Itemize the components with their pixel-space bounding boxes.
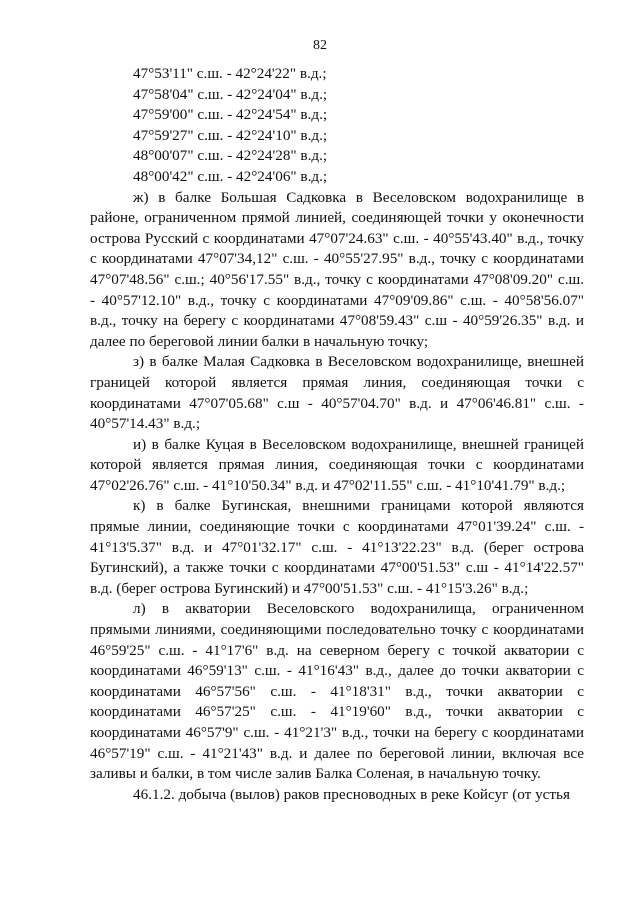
paragraph-k-buginskaya: к) в балке Бугинская, внешними границами которой являются прямые линии, соединяющие точки с координатами 47°01'39.24" с.ш. - 41°13'5.37" в.д. и 47°01'32.17" с.ш. - 41°13'22.23" в.д. (берег острова Бугинский), а также точки с координатами 47°00'51.53" с.ш - 41°14'22.57" в.д. (берег острова Бугинский) и 47°00'51.53" с.ш. - 41°15'3.26" в.д.; (90, 497, 584, 597)
paragraph-46-1-2: 46.1.2. добыча (вылов) раков пресноводных в реке Койсуг (от устья (133, 785, 570, 803)
paragraph-z-malaya-sadkovka: з) в балке Малая Садковка в Веселовском водохранилище, внешней границей которой является прямая линия, соединяющая точки с координатами 47°07'05.68" с.ш - 40°57'04.70" в.д. и 47°06'46.81" с.ш. - 40°57'14.43" в.д.; (90, 353, 584, 433)
coordinate-line: 47°53'11" с.ш. - 42°24'22" в.д.; (133, 65, 327, 82)
paragraph-i-kutsaya: и) в балке Куцая в Веселовском водохранилище, внешней границей которой является прямая линия, соединяющая точки с координатами 47°02'26.76" с.ш. - 41°10'50.34" в.д. и 47°02'11.55" с.ш. - 41°10'41.79" в.д.; (90, 435, 584, 494)
paragraph-l-vesyolovskoe-akvatoriya: л) в акватории Веселовского водохранилища, ограниченном прямыми линиями, соединяющими последовательно точку с координатами 46°59'25" с.ш. - 41°17'6" в.д. на северном берегу с точкой акватории с координатами 46°59'13" с.ш. - 41°16'43" в.д., далее до точки акватории с координатами 46°57'56" с.ш. - 41°18'31" в.д., точки акватории с координатами 46°57'25" с.ш. - 41°19'60" в.д., точки акватории с координатами 46°57'9" с.ш. - 41°21'3" в.д., точки на берегу с координатами 46°57'19" с.ш. - 41°21'43" в.д. и далее по береговой линии, включая все заливы и балки, в том числе залив Балка Соленая, в начальную точку. (90, 600, 584, 783)
coordinate-line: 48°00'07" с.ш. - 42°24'28" в.д.; (133, 147, 328, 165)
coordinate-line: 47°59'00" с.ш. - 42°24'54" в.д.; (133, 106, 328, 124)
page-number: 82 (313, 38, 327, 53)
coordinate-line: 47°59'27" с.ш. - 42°24'10" в.д.; (133, 126, 328, 144)
coordinate-line: 47°58'04" с.ш. - 42°24'04" в.д.; (133, 85, 328, 103)
coordinate-line: 48°00'42" с.ш. - 42°24'06" в.д.; (133, 167, 328, 185)
document-body (90, 64, 584, 805)
paragraph-zh-bolshaya-sadkovka: ж) в балке Большая Садковка в Веселовском водохранилище в районе, ограниченном прямой линией, соединяющей точки у оконечности острова Русский с координатами 47°07'24.63" с.ш. - 40°55'43.40" в.д., точку с координатами 47°07'34,12" с.ш. - 40°55'27.95" в.д., точку с координатами 47°07'48.56" с.ш.; 40°56'17.55" в.д., точку с координатами 47°08'09.20" с.ш. - 40°57'12.10" в.д., точку с координатами 47°09'09.86" с.ш. - 40°58'56.07" в.д., точку на берегу с координатами 47°08'59.43" с.ш - 40°59'26.35" в.д. и далее по береговой линии балки в начальную точку; (90, 188, 584, 350)
